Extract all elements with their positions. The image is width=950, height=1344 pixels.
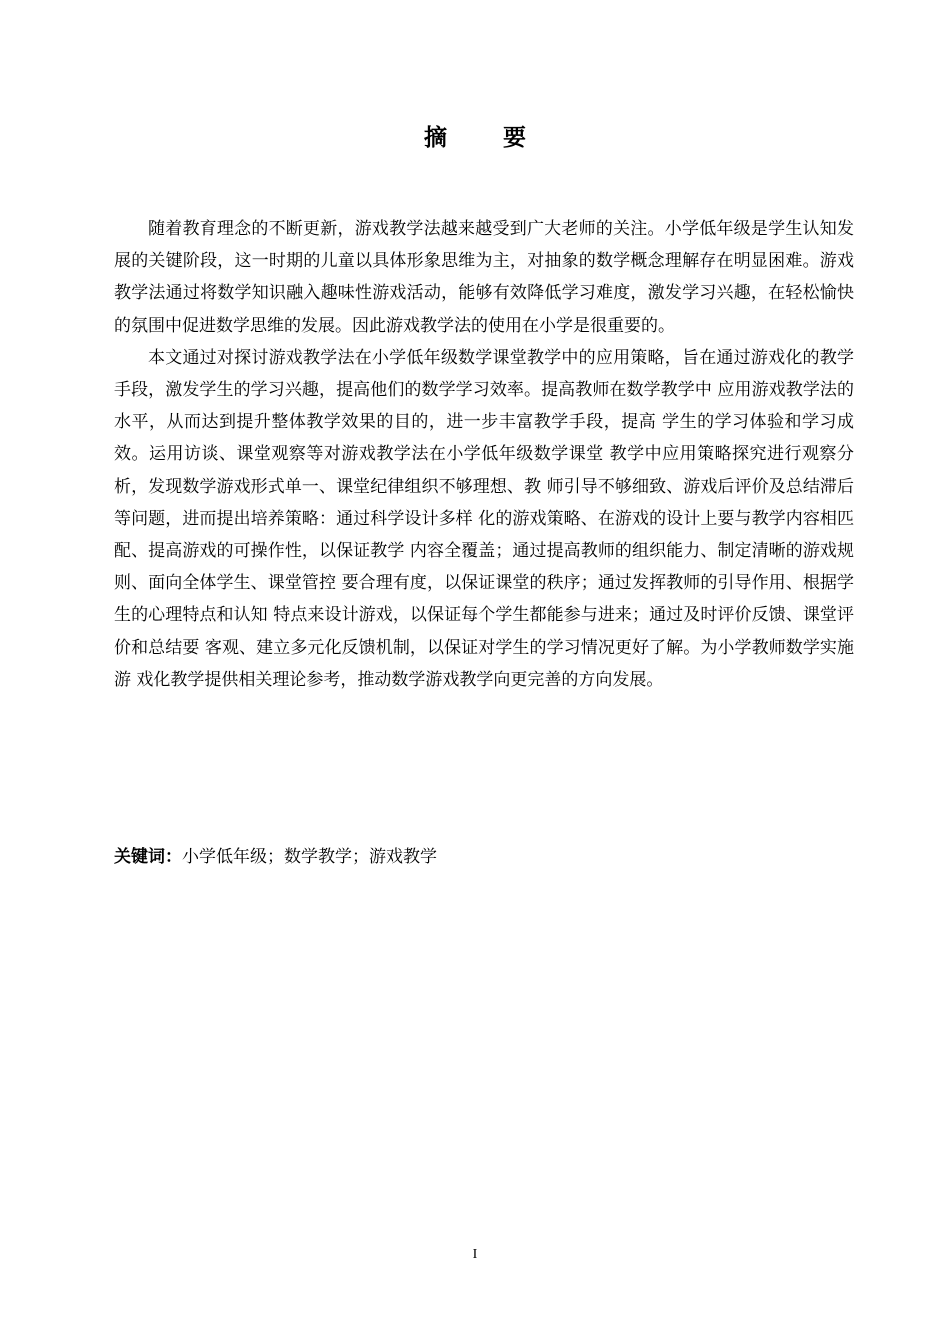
abstract-paragraph-2: 本文通过对探讨游戏教学法在小学低年级数学课堂教学中的应用策略，旨在通过游戏化的教学手段，激发学生的学习兴趣，提高他们的数学学习效率。提高教师在数学教学中 应用游戏教学法的水平，从而达到提升整体教学效果的目的，进一步丰富教学手段，提高 学生的学习体验和学习成效。运用访谈、课堂观察等对游戏教学法在小学低年级数学课堂 教学中应用策略探究进行观察分析，发现数学游戏形式单一、课堂纪律组织不够理想、教 师引导不够细致、游戏后评价及总结滞后等问题，进而提出培养策略：通过科学设计多样 化的游戏策略、在游戏的设计上要与教学内容相匹配、提高游戏的可操作性，以保证教学 内容全覆盖；通过提高教师的组织能力、制定清晰的游戏规则、面向全体学生、课堂管控 要合理有度，以保证课堂的秩序；通过发挥教师的引导作用、根据学生的心理特点和认知 特点来设计游戏，以保证每个学生都能参与进来；通过及时评价反馈、课堂评价和总结要 客观、建立多元化反馈机制，以保证对学生的学习情况更好了解。为小学教师数学实施游 戏化教学提供相关理论参考，推动数学游戏教学向更完善的方向发展。 [114,347,854,690]
abstract-paragraph-1: 随着教育理念的不断更新，游戏教学法越来越受到广大老师的关注。小学低年级是学生认知发展的关键阶段，这一时期的儿童以具体形象思维为主，对抽象的数学概念理解存在明显困难。游戏教学法通过将数学知识融入趣味性游戏活动，能够有效降低学习难度，激发学习兴趣，在轻松愉快的氛围中促进数学思维的发展。因此游戏教学法的使用在小学是很重要的。 [114,219,854,336]
page-number: I [472,1247,478,1262]
abstract-body [114,213,854,696]
keywords-line [114,841,854,873]
page-title: 摘 要 [423,125,550,151]
keywords-label: 关键词： [114,847,182,867]
keywords-value: 小学低年级；数学教学；游戏教学 [182,847,437,867]
